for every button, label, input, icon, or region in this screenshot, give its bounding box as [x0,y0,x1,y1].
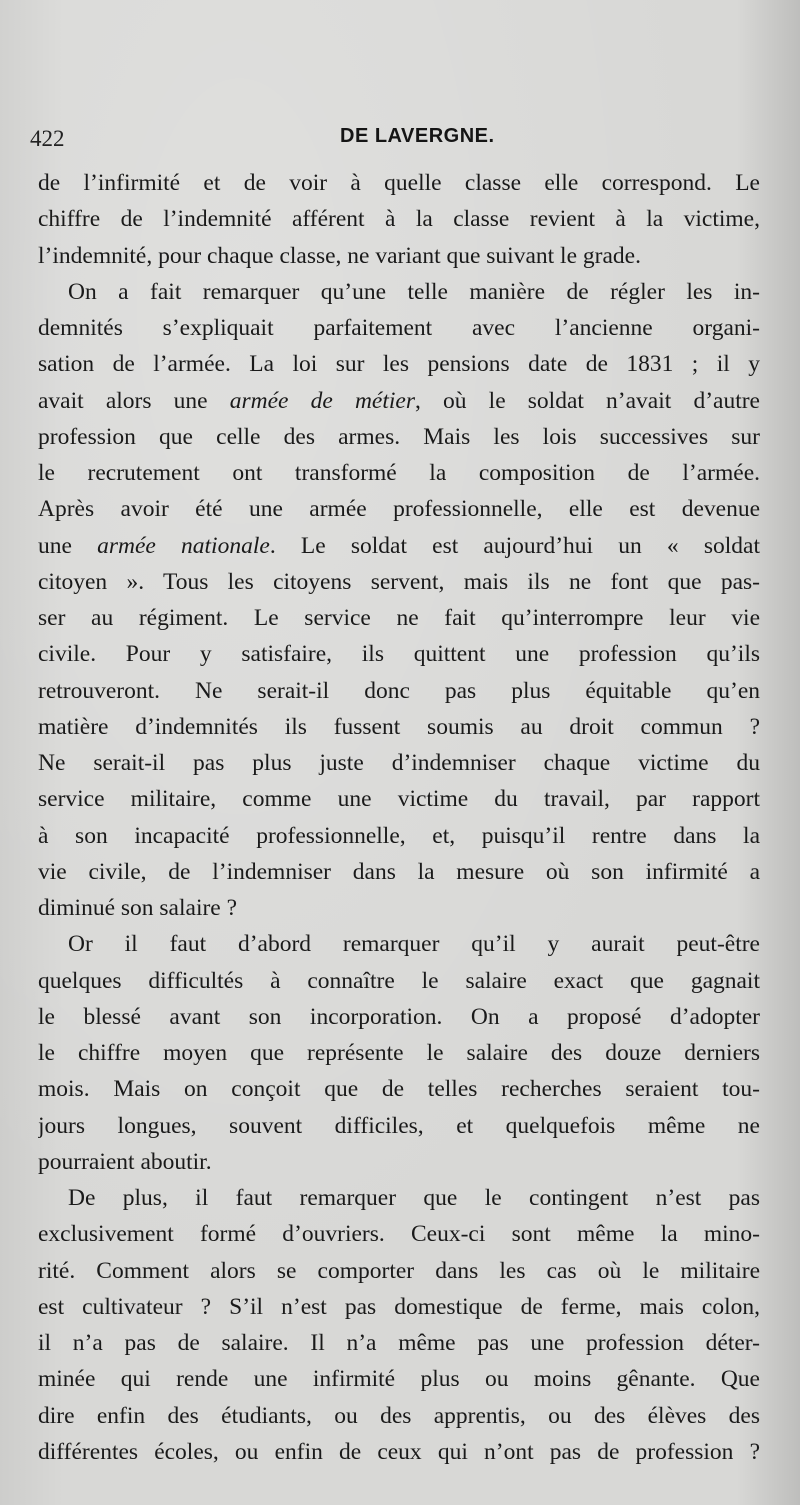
text-line: de l’infirmité et de voir à quelle classe elle correspond. Le [38,170,760,196]
text-line: Ne serait-il pas plus juste d’indemniser chaque victime du [38,750,760,776]
text-segment: , où le soldat n’avait d’autre [414,387,760,414]
text-line [38,528,760,564]
text-line: Après avoir été une armée professionnelle, elle est devenue [38,496,760,523]
text-line: le blessé avant son incorporation. On a proposé d’adopter [38,1003,760,1030]
text-line: dire enfin des étudiants, ou des apprentis, ou des élèves des [38,1402,760,1429]
text-line: rité. Comment alors se comporter dans les cas où le militaire [38,1257,760,1284]
text-line: demnités s’expliquait parfaitement avec l’ancienne organi- [38,315,760,341]
text-line: sation de l’armée. La loi sur les pensions date de 1831 ; il y [38,351,760,378]
text-line: diminué son salaire ? [38,895,238,921]
text-line: citoyen ». Tous les citoyens servent, mais ils ne font que pas- [38,568,760,595]
text-line [38,383,760,419]
text-line: civile. Pour y satisfaire, ils quittent une profession qu’ils [38,641,760,668]
text-line: quelques difficultés à connaître le salaire exact que gagnait [38,967,760,994]
text-line: différentes écoles, ou enfin de ceux qui n’ont pas de profession ? [38,1438,760,1465]
text-line: service militaire, comme une victime du travail, par rapport [38,786,760,813]
text-line: le chiffre moyen que représente le salaire des douze derniers [38,1040,760,1066]
page-header [30,118,760,158]
text-line: minée qui rende une infirmité plus ou moins gênante. Que [38,1366,760,1393]
text-line: l’indemnité, pour chaque classe, ne variant que suivant le grade. [38,242,641,269]
text-line: profession que celle des armes. Mais les lois successives sur [38,423,760,450]
text-line: vie civile, de l’indemniser dans la mesure où son infirmité a [38,858,760,885]
text-line: exclusivement formé d’ouvriers. Ceux-ci sont même la mino- [38,1221,760,1248]
text-segment: avait alors une [38,387,230,414]
text-line: Or il faut d’abord remarquer qu’il y aurait peut-être [68,931,760,958]
text-line: est cultivateur ? S’il n’est pas domestique de ferme, mais colon, [38,1293,760,1320]
text-line: le recrutement ont transformé la composition de l’armée. [38,460,760,486]
text-line: ser au régiment. Le service ne fait qu’interrompre leur vie [38,605,760,631]
italic-phrase: armée nationale [97,532,270,559]
running-head: DE LAVERGNE. [340,125,495,147]
text-line: mois. Mais on conçoit que de telles recherches seraient tou- [38,1076,760,1103]
text-segment: . Le soldat est aujourd’hui un « soldat [269,532,760,559]
text-line: matière d’indemnités ils fussent soumis au droit commun ? [38,713,760,740]
text-segment: une [38,532,98,559]
text-line: De plus, il faut remarquer que le contingent n’est pas [68,1185,760,1211]
text-line: chiffre de l’indemnité afférent à la classe revient à la victime, [38,206,760,233]
page-number: 422 [30,126,65,151]
text-line: On a fait remarquer qu’une telle manière de régler les in- [68,278,760,305]
text-line: à son incapacité professionnelle, et, puisqu’il rentre dans la [38,822,760,849]
body-text [38,165,760,1470]
text-line: il n’a pas de salaire. Il n’a même pas une profession déter- [38,1330,760,1356]
text-line: retrouveront. Ne serait-il donc pas plus équitable qu’en [38,677,760,704]
text-line: jours longues, souvent difficiles, et quelquefois même ne [38,1112,760,1139]
italic-phrase: armée de métier [229,387,415,414]
text-line: pourraient aboutir. [38,1148,212,1175]
